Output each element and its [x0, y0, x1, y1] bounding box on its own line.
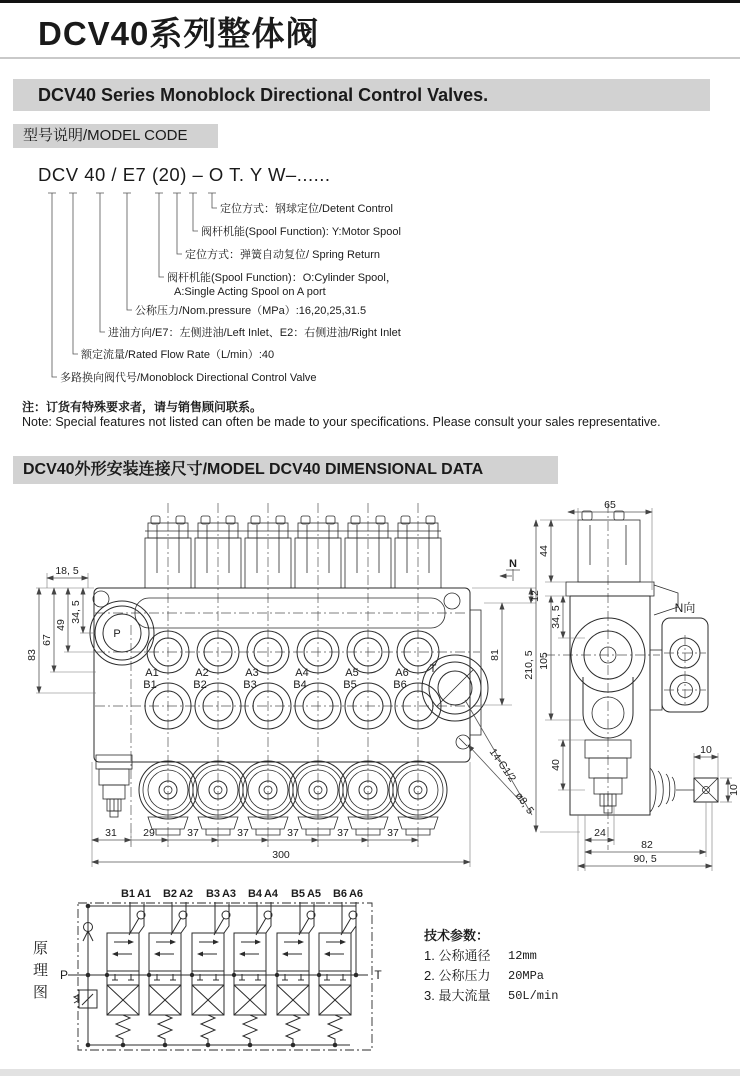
port-label-p: P	[113, 628, 121, 640]
port-label-b: B2	[193, 679, 207, 691]
circuit-t-label: T	[374, 968, 382, 982]
dim-18-5: 18, 5	[55, 565, 79, 577]
circuit-label-b: B5	[290, 888, 306, 900]
circuit-label-b: B4	[247, 888, 263, 900]
dim-37: 37	[337, 827, 349, 839]
model-code-callout-diagram	[0, 190, 740, 400]
param-row	[424, 986, 558, 1006]
param-value: 50L/min	[508, 989, 559, 1003]
dimensional-banner: DCV40外形安装连接尺寸/MODEL DCV40 DIMENSIONAL DATA	[13, 456, 558, 484]
dim-82: 82	[641, 839, 653, 851]
n-direction-marker	[500, 558, 520, 581]
section-knobs	[139, 761, 447, 835]
principle-char: 图	[33, 984, 49, 1001]
n-view-label: N向	[674, 601, 696, 615]
circuit-label-a: A4	[263, 888, 279, 900]
dim-10b: 10	[728, 784, 740, 796]
callout-label: 额定流量/Rated Flow Rate（L/min）:40	[81, 349, 275, 361]
callout-label: 公称压力/Nom.pressure（MPa）:16,20,25,31.5	[135, 305, 367, 317]
side-view	[523, 499, 740, 871]
dim-44: 44	[538, 545, 550, 557]
param-row	[424, 966, 558, 986]
callout-label: 定位方式：弹簧自动复位/ Spring Return	[185, 249, 380, 261]
dim-10a: 10	[700, 744, 712, 756]
dim-24: 24	[594, 827, 606, 839]
principle-char: 原	[33, 940, 49, 957]
port-label-b: B4	[293, 679, 307, 691]
leader-14-g12: 14-G1/2	[486, 746, 519, 785]
port-label-b: B5	[343, 679, 357, 691]
callout-label: 多路换向阀代号/Monoblock Directional Control Valve	[60, 372, 317, 384]
principle-diagram-label	[33, 938, 48, 1004]
front-left-dims	[26, 565, 96, 693]
dim-37: 37	[187, 827, 199, 839]
callout-label: 阀杆机能(Spool Function): Y:Motor Spool	[201, 226, 401, 238]
valve-bonnets	[145, 516, 441, 588]
dim-37: 37	[287, 827, 299, 839]
dim-34-5-side: 34, 5	[550, 605, 562, 629]
port-label-b: B3	[243, 679, 257, 691]
dim-81: 81	[489, 649, 501, 661]
dim-37: 37	[387, 827, 399, 839]
port-label-a: A1	[145, 667, 159, 679]
dim-29: 29	[143, 827, 155, 839]
port-label-a: A2	[195, 667, 209, 679]
title-underline	[0, 57, 740, 59]
dim-37: 37	[237, 827, 249, 839]
model-code-banner: 型号说明/MODEL CODE	[13, 124, 218, 148]
dim-12: 12	[529, 590, 541, 602]
circuit-buses	[68, 904, 368, 1048]
dim-83: 83	[26, 649, 38, 661]
circuit-label-b: B3	[205, 888, 221, 900]
port-label-t: T	[429, 663, 437, 675]
series-banner: DCV40 Series Monoblock Directional Control Valves.	[13, 79, 710, 111]
callout-label: 进油方向/E7：左侧进油/Left Inlet、E2：右侧进油/Right Inlet	[108, 327, 401, 339]
handle	[650, 768, 718, 812]
param-label: 1. 公称通径	[424, 948, 491, 963]
callout-label: 定位方式：钢球定位/Detent Control	[220, 203, 393, 215]
side-body	[566, 511, 678, 815]
dim-300: 300	[272, 849, 290, 861]
front-view	[26, 503, 541, 867]
callout-label: A:Single Acting Spool on A port	[174, 286, 326, 298]
dim-65: 65	[604, 499, 616, 511]
callout-label: 阀杆机能(Spool Function)：O:Cylinder Spool，	[167, 272, 397, 284]
dim-210-5: 210, 5	[523, 650, 535, 680]
n-label: N	[509, 558, 517, 570]
technical-parameters	[424, 926, 558, 1006]
port-label-a: A3	[245, 667, 259, 679]
principle-char: 理	[33, 962, 49, 979]
dim-40: 40	[550, 759, 562, 771]
port-label-a: A6	[395, 667, 409, 679]
dim-105: 105	[538, 652, 550, 670]
circuit-label-a: A6	[348, 888, 364, 900]
relief-valve-symbol	[74, 990, 97, 1008]
dimensional-drawing	[0, 495, 740, 880]
hydraulic-circuit-diagram	[0, 878, 740, 1063]
port-label-a: A5	[345, 667, 359, 679]
param-value: 20MPa	[508, 969, 545, 983]
circuit-label-a: A3	[221, 888, 237, 900]
dim-90-5: 90, 5	[633, 853, 657, 865]
leader-dia-8-5: ø8, 5	[512, 790, 537, 817]
page-bottom-rule	[0, 1069, 740, 1076]
note-en: Note: Special features not listed can often be made to your specifications. Please consult your sales representative.	[22, 415, 661, 429]
port-label-a: A4	[295, 667, 309, 679]
note-cn: 注：订货有特殊要求者，请与销售顾问联系。	[22, 400, 263, 414]
page-top-rule	[0, 0, 740, 3]
dim-34-5: 34, 5	[70, 600, 82, 624]
param-label: 3. 最大流量	[424, 988, 491, 1003]
port-label-b: B1	[143, 679, 157, 691]
param-row	[424, 946, 558, 966]
thread-leaders	[465, 700, 536, 817]
dim-31: 31	[105, 827, 117, 839]
circuit-label-a: A1	[136, 888, 152, 900]
circuit-label-a: A2	[178, 888, 194, 900]
params-title: 技术参数：	[424, 928, 490, 943]
port-label-b: B6	[393, 679, 407, 691]
circuit-label-b: B6	[332, 888, 348, 900]
circuit-label-b: B1	[120, 888, 136, 900]
n-view	[662, 601, 708, 712]
param-label: 2. 公称压力	[424, 968, 491, 983]
relief-valve-front	[96, 755, 132, 817]
dim-67: 67	[41, 634, 53, 646]
param-value: 12mm	[508, 949, 537, 963]
page-title: DCV40系列整体阀	[38, 15, 320, 52]
front-right-dims	[472, 588, 541, 705]
circuit-label-a: A5	[306, 888, 322, 900]
dim-49: 49	[55, 619, 67, 631]
circuit-p-label: P	[59, 968, 69, 982]
model-code-text: DCV 40 / E7 (20) – O T. Y W–......	[38, 164, 331, 185]
circuit-label-b: B2	[162, 888, 178, 900]
